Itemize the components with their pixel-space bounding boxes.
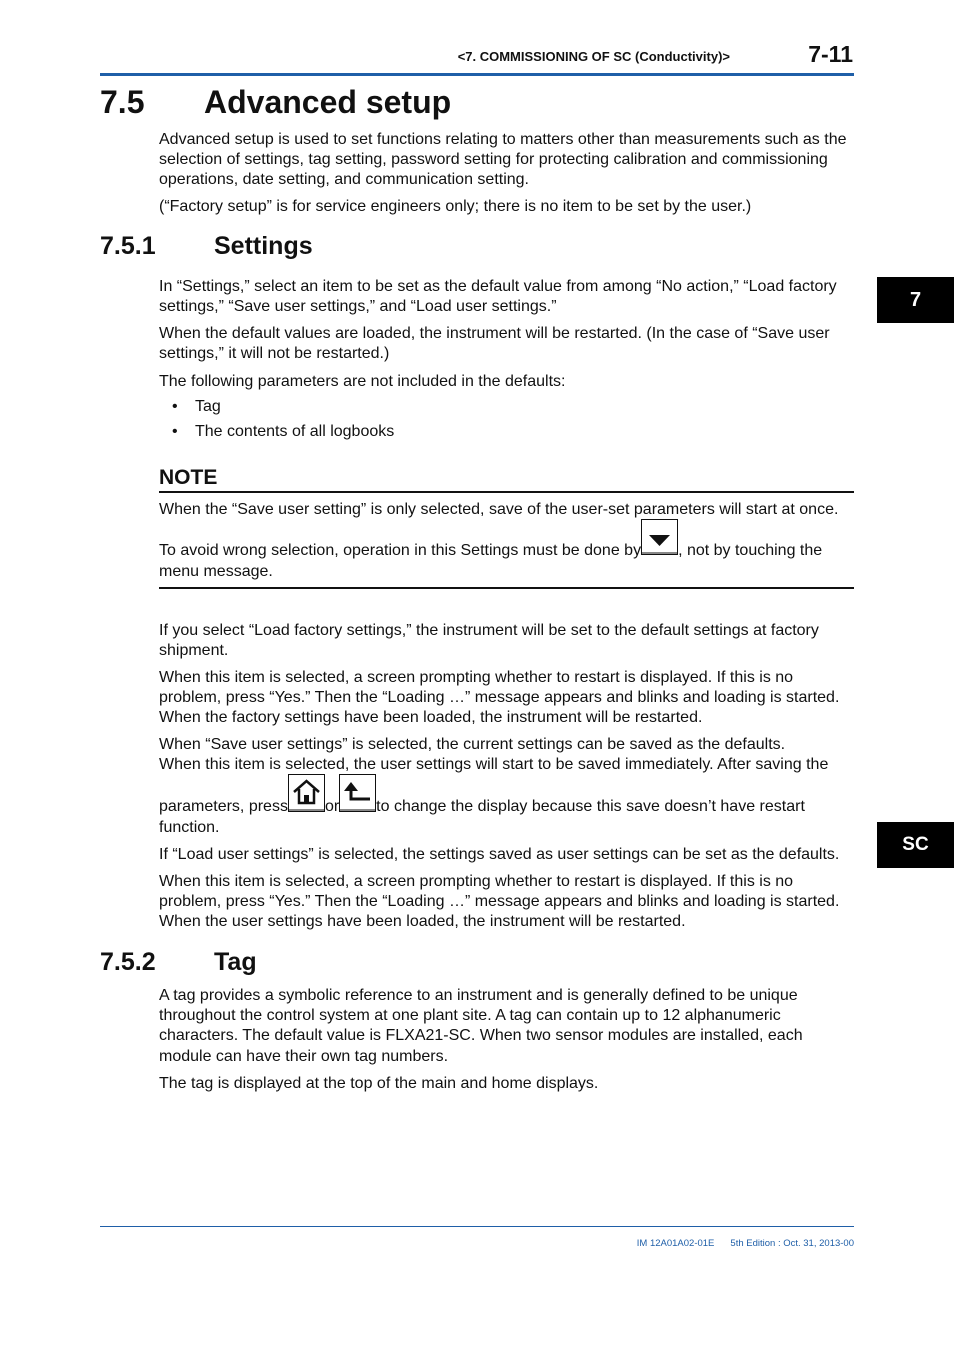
note-title: NOTE (159, 466, 218, 489)
tag-paragraph-1: A tag provides a symbolic reference to an instrument and is generally defined to be unique throughout the control system at one plant site. A tag can contain up to 12 alphanumeric characters. The default value is FLXA21-SC. When two sensor modules are installed, each module can have their own tag numbers. (159, 987, 803, 1065)
bullet-item (172, 422, 394, 442)
p6-text-b: or (324, 798, 340, 815)
settings-paragraph-2: When the default values are loaded, the instrument will be restarted. (In the case of “Save user settings,” it will not be restarted.) (159, 325, 830, 363)
chapter-tab: 7 (877, 277, 954, 323)
running-header: <7. COMMISSIONING OF SC (Conductivity)> (457, 49, 730, 64)
note-top-rule (159, 491, 854, 493)
settings-paragraph-6f: function. (159, 819, 220, 836)
down-arrow-key-icon (641, 519, 678, 555)
bullet-text: Tag (195, 398, 221, 415)
subsection-number: 7.5.1 (100, 232, 156, 260)
settings-paragraph-3: The following parameters are not included in the defaults: (159, 373, 566, 390)
return-key-icon (339, 774, 376, 812)
subsection-title: Tag (214, 948, 257, 976)
bullet-marker: • (172, 423, 178, 440)
note-line-1: When the “Save user setting” is only selected, save of the user-set parameters will start at once. (159, 501, 839, 518)
section-heading (100, 84, 451, 121)
subsection-heading-settings (100, 232, 313, 261)
section-title: Advanced setup (204, 84, 452, 120)
settings-paragraph-7: If “Load user settings” is selected, the settings saved as user settings can be set as the defaults. (159, 846, 840, 863)
header-rule (100, 73, 854, 76)
intro-note-paragraph: (“Factory setup” is for service engineers only; there is no item to be set by the user.) (159, 198, 752, 215)
intro-paragraph: Advanced setup is used to set functions relating to matters other than measurements such as the selection of settings, tag setting, password setting for protecting calibration and commissioning operations, date setting, and communication setting. (159, 131, 847, 189)
subsection-number: 7.5.2 (100, 948, 156, 976)
settings-paragraph-6b: When this item is selected, the user settings will start to be saved immediately. After saving the (159, 756, 829, 773)
settings-paragraph-6a: When “Save user settings” is selected, the current settings can be saved as the defaults. (159, 736, 786, 753)
footer (500, 1238, 854, 1249)
bullet-text: The contents of all logbooks (195, 423, 395, 440)
section-number: 7.5 (100, 84, 145, 120)
settings-paragraph-4: If you select “Load factory settings,” the instrument will be set to the default settings at factory shipment. (159, 622, 819, 660)
footer-rule (100, 1226, 854, 1227)
note-line-2-text-b: , not by touching the (678, 542, 823, 559)
document-number: IM 12A01A02-01E (636, 1238, 715, 1249)
p6-text-c: to change the display because this save doesn’t have restart (376, 798, 805, 815)
settings-paragraph-1: In “Settings,” select an item to be set as the default value from among “No action,” “Load factory settings,” “Save user settings,” and “Load user settings.” (159, 278, 837, 316)
tag-paragraph-2: The tag is displayed at the top of the main and home displays. (159, 1075, 599, 1092)
subsection-heading-tag (100, 948, 257, 977)
settings-paragraph-8: When this item is selected, a screen prompting whether to restart is displayed. If this is no problem, press “Yes.” Then the “Loading …” message appears and blinks and loading is started. When the user settings have been loaded, the instrument will be restarted. (159, 873, 840, 931)
note-bottom-rule (159, 587, 854, 589)
note-line-3: menu message. (159, 563, 273, 580)
model-tab: SC (877, 822, 954, 868)
note-line-2-text-a: To avoid wrong selection, operation in this Settings must be done by (159, 542, 642, 559)
bullet-marker: • (172, 398, 178, 415)
subsection-title: Settings (214, 232, 313, 260)
bullet-item (172, 397, 221, 417)
p6-text-a: parameters, press (159, 798, 288, 815)
settings-paragraph-6c (159, 774, 859, 817)
edition-info: 5th Edition : Oct. 31, 2013-00 (730, 1238, 854, 1249)
settings-paragraph-5: When this item is selected, a screen prompting whether to restart is displayed. If this is no problem, press “Yes.” Then the “Loading …” message appears and blinks and loading is started. When the factory settings have been loaded, the instrument will be restarted. (159, 669, 840, 727)
note-line-2 (159, 519, 859, 561)
home-key-icon (288, 774, 325, 812)
page-number: 7-11 (808, 41, 853, 67)
